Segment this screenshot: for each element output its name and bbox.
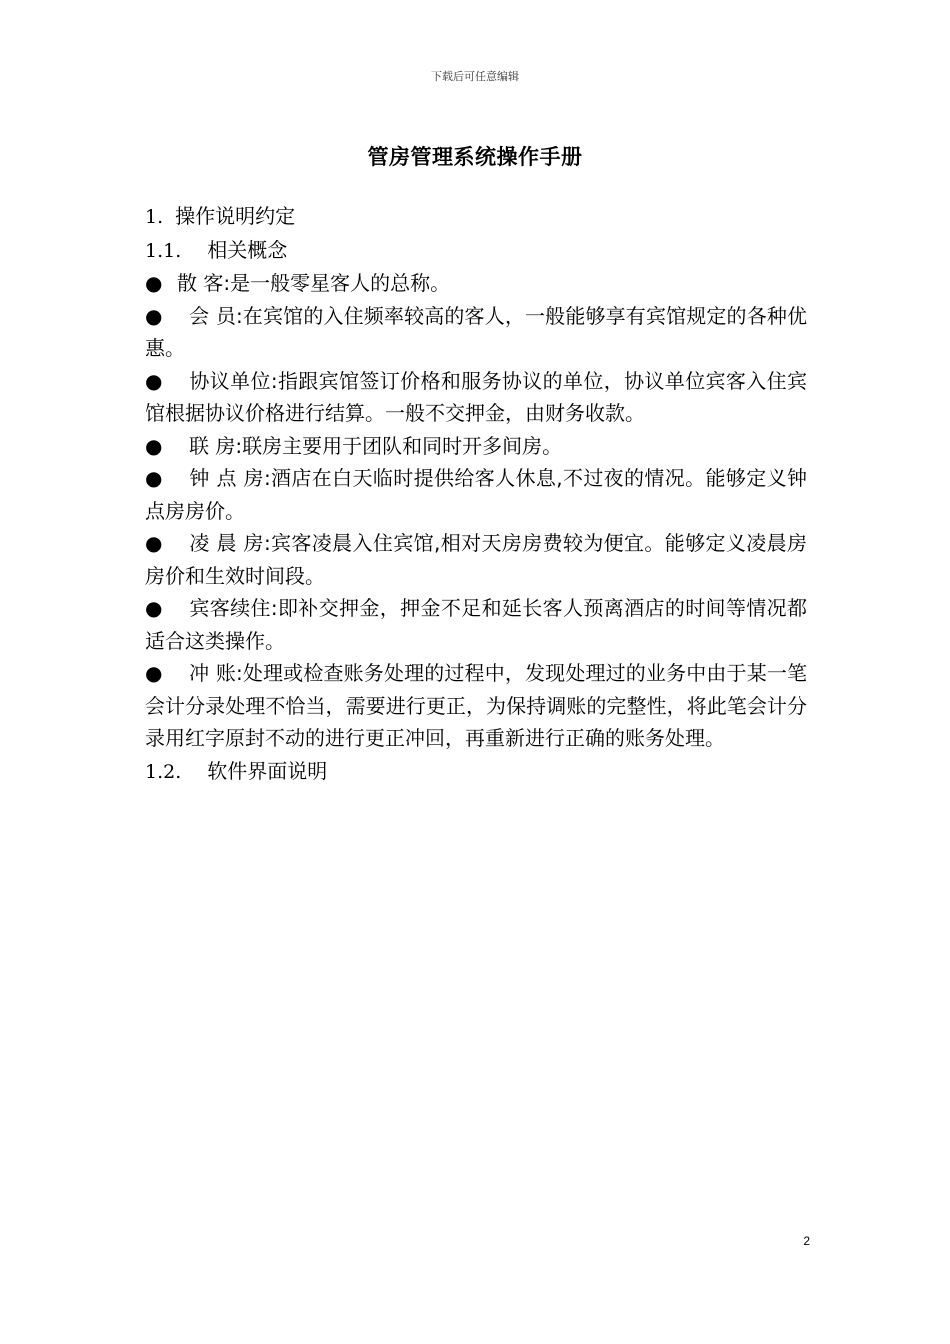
concept-term: 宾客续住 [189,596,271,620]
section-heading-1-2 [145,755,807,789]
section-heading-1-1 [145,234,807,268]
concept-item-xuzhu [145,592,807,657]
concept-item-chongzhang [145,657,807,755]
concept-term: 会 员 [189,303,236,328]
concept-term: 钟 点 房 [189,466,264,490]
term-separator: : [235,303,243,328]
concept-definition: 酒店在白天临时提供给客人休息,不过夜的情况。能够定义钟点房房价。 [145,466,808,523]
term-separator: : [263,466,271,490]
term-separator: : [235,661,243,685]
concept-definition: 指跟宾馆签订价格和服务协议的单位，协议单位宾客入住宾馆根据协议价格进行结算。一般不交押金，由财务收款。 [145,368,808,425]
section-title: 软件界面说明 [207,758,328,783]
bullet-icon: ● [145,466,163,490]
section-heading-1 [145,200,807,234]
concept-definition: 宾客凌晨入住宾馆,相对天房房费较为便宜。能够定义凌晨房房价和生效时间段。 [145,531,808,588]
section-number: 1. [145,206,164,228]
document-title: 管房管理系统操作手册 [367,145,583,169]
term-separator: : [223,271,231,295]
concept-item-xieyi [145,365,807,430]
bullet-icon: ● [145,433,163,458]
concept-definition: 即补交押金，押金不足和延长客人预离酒店的时间等情况都适合这类操作。 [145,596,808,653]
term-separator: : [270,368,278,393]
bullet-icon: ● [145,368,163,393]
concept-definition: 是一般零星客人的总称。 [230,271,451,295]
bullet-icon: ● [145,596,163,620]
bullet-icon: ● [145,271,163,295]
concept-definition: 处理或检查账务处理的过程中，发现处理过的业务中由于某一笔会计分录处理不恰当，需要进行更正，为保持调账的完整性，将此笔会计分录用红字原封不动的进行更正冲回，再重新进行正确的账务处理。 [145,661,807,750]
header-note: 下载后可任意编辑 [431,70,519,83]
concept-item-lianfang [145,430,807,463]
bullet-icon: ● [145,303,163,328]
concept-term: 散 客 [177,271,224,295]
concept-definition: 在宾馆的入住频率较高的客人，一般能够享有宾馆规定的各种优惠。 [145,303,807,360]
term-separator: : [270,596,278,620]
section-number: 1.2. [145,760,182,783]
term-separator: : [263,531,271,555]
concept-item-sanke [145,267,807,300]
concept-item-lingchen [145,527,807,592]
concept-term: 联 房 [189,433,236,458]
page-number: 2 [803,1234,810,1248]
bullet-icon: ● [145,661,163,685]
concept-item-huiyuan [145,300,807,365]
concept-definition: 联房主要用于团队和同时开多间房。 [242,433,563,458]
section-title: 相关概念 [207,237,288,262]
concept-term: 协议单位 [189,368,271,393]
concept-term: 冲 账 [189,661,236,685]
concept-term: 凌 晨 房 [189,531,264,555]
section-title: 操作说明约定 [175,204,296,228]
concept-item-zhongdian [145,462,807,527]
section-number: 1.1. [145,239,182,262]
document-body [145,200,807,788]
term-separator: : [235,433,243,458]
bullet-icon: ● [145,531,163,555]
